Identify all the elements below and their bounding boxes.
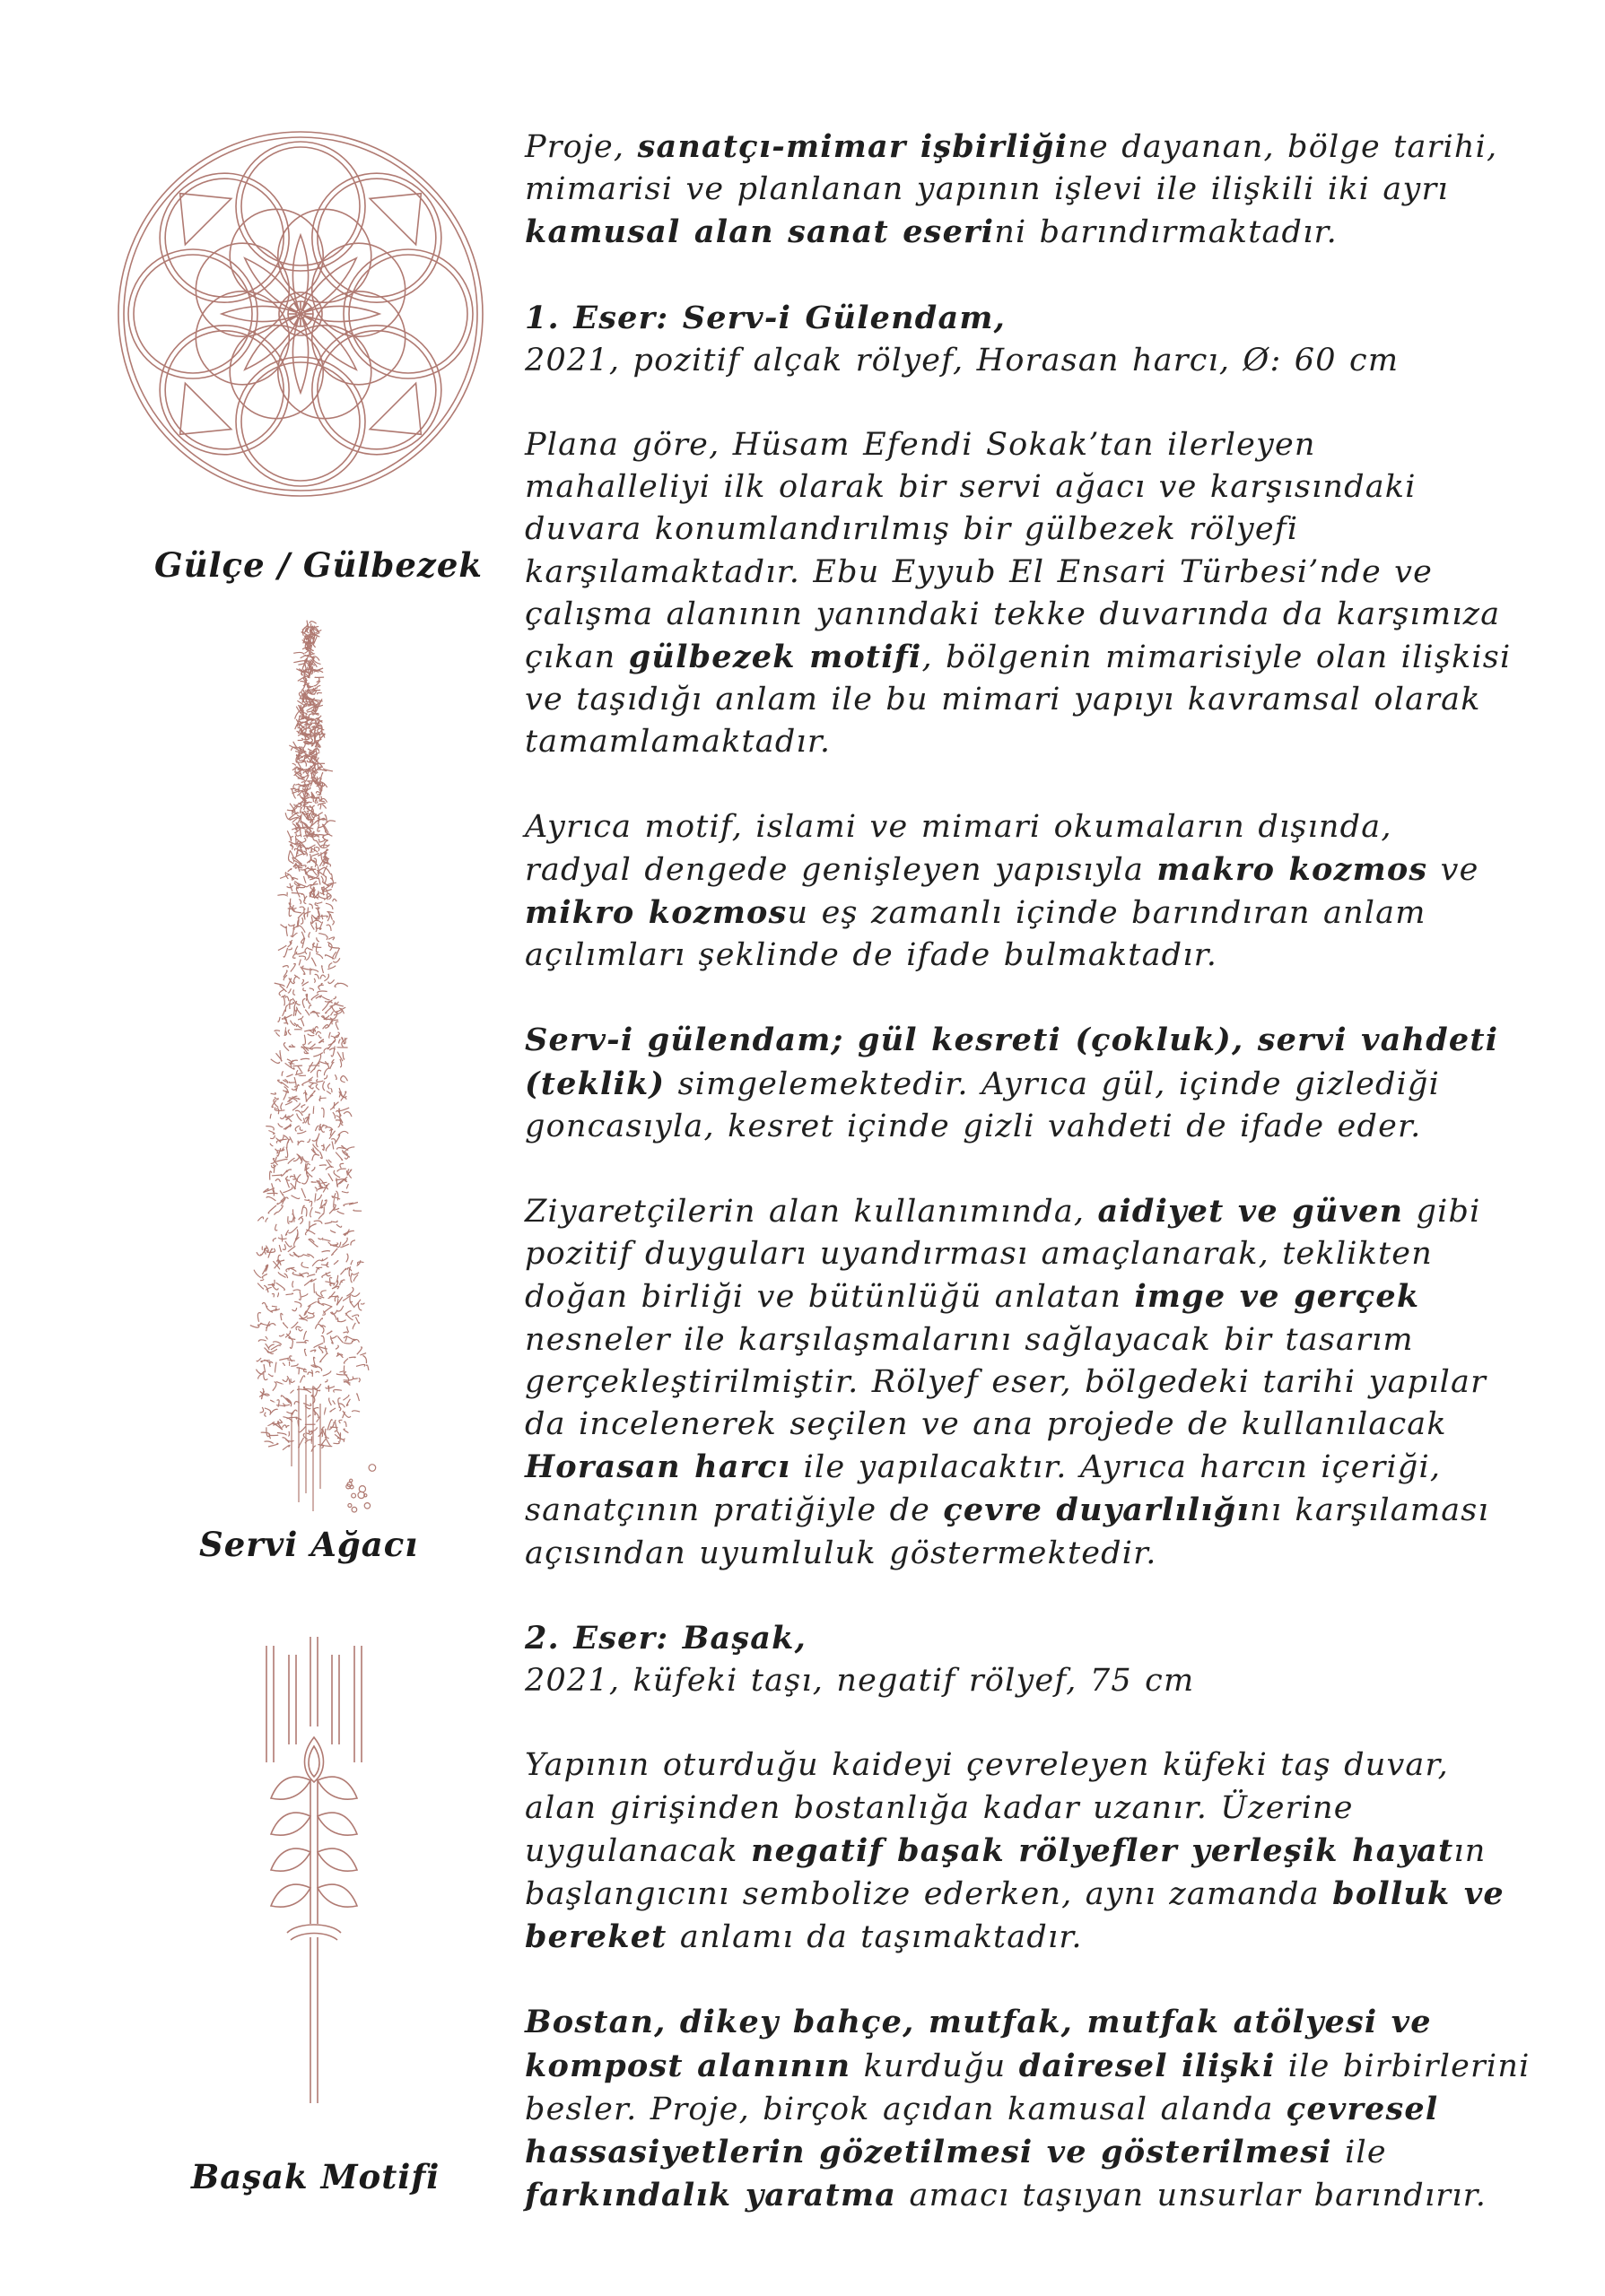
paragraph-intro bbox=[525, 126, 1530, 255]
text-run: radyal dengede genişleyen yapısıyla bbox=[525, 851, 1157, 888]
text-run: mahalleliyi ilk olarak bir servi ağacı ve karşısındaki bbox=[525, 469, 1417, 506]
bold-text: dairesel ilişki bbox=[1018, 2047, 1276, 2084]
text-run: uygulanacak bbox=[525, 1832, 751, 1869]
text-line bbox=[525, 1873, 1530, 1916]
text-line bbox=[525, 1233, 1530, 1275]
text-line bbox=[525, 466, 1530, 509]
text-run: simgelemektedir. Ayrıca gül, içinde gizlediği bbox=[665, 1065, 1441, 1102]
text-run: çalışma alanının yanındaki tekke duvarında da karşımıza bbox=[525, 596, 1501, 632]
text-run: ile yapılacaktır. Ayrıca harcın içeriği, bbox=[790, 1449, 1442, 1486]
text-line bbox=[525, 1660, 1530, 1702]
bold-text: hassasiyetlerin gözetilmesi ve gösterilmesi bbox=[525, 2133, 1332, 2170]
text-run: açılımları şeklinde de ifade bulmaktadır. bbox=[525, 937, 1218, 974]
text-run: tamamlamaktadır. bbox=[525, 724, 832, 761]
text-run: sanatçının pratiğiyle de bbox=[525, 1492, 944, 1529]
text-line bbox=[525, 340, 1530, 382]
bold-text: bolluk ve bbox=[1332, 1874, 1505, 1912]
text-run: Proje, bbox=[525, 129, 638, 165]
text-line bbox=[525, 2001, 1530, 2044]
text-line bbox=[525, 424, 1530, 466]
bold-text: sanatçı-mimar işbirliği bbox=[637, 128, 1069, 165]
text-run: , bölgenin mimarisiyle olan ilişkisi bbox=[921, 639, 1512, 676]
text-run: açısından uyumluluk göstermektedir. bbox=[525, 1535, 1157, 1571]
text-run: Yapının oturduğu kaideyi çevreleyen küfeki taş duvar, bbox=[525, 1747, 1449, 1784]
text-run: başlangıcını sembolize ederken, aynı zamanda bbox=[525, 1875, 1333, 1912]
paragraph-plan bbox=[525, 424, 1530, 764]
text-line bbox=[525, 509, 1530, 551]
bold-text: Horasan harcı bbox=[525, 1448, 791, 1486]
text-run: nı karşılaması bbox=[1249, 1492, 1489, 1529]
bold-text: Bostan, dikey bahçe, mutfak, mutfak atölyesi ve bbox=[525, 2004, 1432, 2041]
text-run: mimarisi ve planlanan yapının işlevi ile ilişkili iki ayrı bbox=[525, 171, 1449, 208]
text-run: karşılamaktadır. Ebu Eyyub El Ensari Türbesi’nde ve bbox=[525, 553, 1434, 590]
text-run: da incelenerek seçilen ve ana projede de kullanılacak bbox=[525, 1406, 1447, 1443]
bold-text: mikro kozmos bbox=[525, 894, 788, 932]
text-line bbox=[525, 935, 1530, 977]
text-line bbox=[525, 636, 1530, 679]
text-line bbox=[525, 1319, 1530, 1361]
text-line bbox=[525, 211, 1530, 254]
text-run: ile bbox=[1331, 2134, 1387, 2170]
article-body bbox=[525, 126, 1530, 2259]
text-run: gibi bbox=[1403, 1194, 1481, 1231]
text-line bbox=[525, 721, 1530, 763]
bold-text: kompost alanının bbox=[525, 2047, 851, 2084]
text-line bbox=[525, 1404, 1530, 1446]
bold-text: (teklik) bbox=[525, 1065, 666, 1102]
bold-text: farkındalık yaratma bbox=[525, 2177, 897, 2214]
cypress-tree-illustration bbox=[220, 605, 399, 1525]
paragraph-ziyaret bbox=[525, 1190, 1530, 1575]
text-line bbox=[525, 1744, 1530, 1787]
bold-text: makro kozmos bbox=[1156, 850, 1428, 888]
bold-text: imge ve gerçek bbox=[1134, 1278, 1420, 1316]
text-run: ve taşıdığı anlam ile bu mimari yapıyı kavramsal olarak bbox=[525, 682, 1481, 718]
text-run: duvara konumlandırılmış bir gülbezek rölyefi bbox=[525, 511, 1299, 548]
text-run: çıkan bbox=[525, 639, 629, 676]
bold-text: gülbezek motifi bbox=[628, 639, 922, 676]
paragraph-eser2 bbox=[525, 1617, 1530, 1702]
text-run: doğan birliği ve bütünlüğü anlatan bbox=[525, 1279, 1135, 1316]
text-line bbox=[525, 2088, 1530, 2131]
text-line bbox=[525, 126, 1530, 169]
illustration-column bbox=[0, 0, 520, 2296]
paragraph-bostan bbox=[525, 2001, 1530, 2217]
text-line bbox=[525, 848, 1530, 891]
text-line bbox=[525, 2131, 1530, 2174]
text-run: Ziyaretçilerin alan kullanımında, bbox=[525, 1194, 1098, 1231]
bold-text: negatif başak rölyefler yerleşik hayat bbox=[750, 1831, 1454, 1869]
text-run: besler. Proje, birçok açıdan kamusal alanda bbox=[525, 2091, 1287, 2127]
text-run: pozitif duyguları uyandırması amaçlanarak, teklikten bbox=[525, 1236, 1433, 1273]
text-run: gerçekleştirilmiştir. Rölyef eser, bölgedeki tarihi yapılar bbox=[525, 1363, 1487, 1400]
text-line bbox=[525, 1063, 1530, 1106]
text-run: goncasıyla, kesret içinde gizli vahdeti de ifade eder. bbox=[525, 1108, 1422, 1144]
paragraph-servi bbox=[525, 1019, 1530, 1148]
bold-text: 1. Eser: Serv-i Gülendam, bbox=[525, 299, 1006, 336]
text-run: u eş zamanlı içinde barındıran anlam bbox=[787, 895, 1426, 932]
text-run: nesneler ile karşılaşmalarını sağlayacak bir tasarım bbox=[525, 1321, 1414, 1358]
bold-text: çevre duyarlılığı bbox=[943, 1492, 1250, 1529]
caption-servi: Servi Ağacı bbox=[199, 1525, 419, 1564]
text-run: ile birbirlerini bbox=[1275, 2048, 1531, 2084]
text-line bbox=[525, 1019, 1530, 1062]
text-line bbox=[525, 2174, 1530, 2217]
text-run: Plana göre, Hüsam Efendi Sokak’tan ilerleyen bbox=[525, 427, 1316, 464]
text-line bbox=[525, 169, 1530, 211]
text-run: ve bbox=[1427, 851, 1479, 888]
paragraph-motif bbox=[525, 806, 1530, 978]
text-line bbox=[525, 1190, 1530, 1233]
bold-text: kamusal alan sanat eseri bbox=[525, 213, 995, 251]
paragraph-eser1 bbox=[525, 297, 1530, 382]
text-line bbox=[525, 1830, 1530, 1873]
text-line bbox=[525, 1106, 1530, 1148]
bold-text: Serv-i gülendam; gül kesreti (çokluk), servi vahdeti bbox=[525, 1022, 1499, 1059]
text-run: ne dayanan, bölge tarihi, bbox=[1068, 129, 1498, 165]
text-run: anlamı da taşımaktadır. bbox=[667, 1919, 1083, 1956]
bold-text: 2. Eser: Başak, bbox=[525, 1619, 807, 1657]
text-line bbox=[525, 1275, 1530, 1318]
text-line bbox=[525, 2045, 1530, 2088]
text-line bbox=[525, 552, 1530, 594]
text-line bbox=[525, 297, 1530, 340]
text-run: 2021, pozitif alçak rölyef, Horasan harcı, Ø: 60 cm bbox=[525, 342, 1400, 378]
text-line bbox=[525, 1533, 1530, 1575]
text-line bbox=[525, 1916, 1530, 1959]
text-run: kurduğu bbox=[850, 2048, 1019, 2084]
text-line bbox=[525, 594, 1530, 636]
text-line bbox=[525, 806, 1530, 848]
text-run: alan girişinden bostanlığa kadar uzanır. Üzerine bbox=[525, 1789, 1354, 1826]
bold-text: çevresel bbox=[1286, 2090, 1439, 2127]
text-run: amacı taşıyan unsurlar barındırır. bbox=[896, 2178, 1487, 2214]
wheat-motif-illustration bbox=[251, 1637, 377, 2139]
text-line bbox=[525, 891, 1530, 935]
text-line bbox=[525, 1446, 1530, 1489]
caption-basak: Başak Motifi bbox=[191, 2157, 441, 2196]
text-line bbox=[525, 1787, 1530, 1830]
text-run: ni barındırmaktadır. bbox=[994, 214, 1338, 251]
text-line bbox=[525, 1489, 1530, 1532]
gulbezek-rosette-illustration bbox=[112, 126, 489, 502]
caption-gulce: Gülçe / Gülbezek bbox=[154, 545, 484, 585]
text-line bbox=[525, 1361, 1530, 1404]
text-line bbox=[525, 679, 1530, 721]
bold-text: bereket bbox=[525, 1918, 667, 1956]
text-run: 2021, küfeki taşı, negatif rölyef, 75 cm bbox=[525, 1663, 1195, 1700]
paragraph-yapi bbox=[525, 1744, 1530, 1959]
text-line bbox=[525, 1617, 1530, 1660]
bold-text: aidiyet ve güven bbox=[1097, 1193, 1404, 1231]
text-run: Ayrıca motif, islami ve mimari okumaların dışında, bbox=[525, 808, 1392, 845]
text-run: ın bbox=[1453, 1832, 1487, 1869]
